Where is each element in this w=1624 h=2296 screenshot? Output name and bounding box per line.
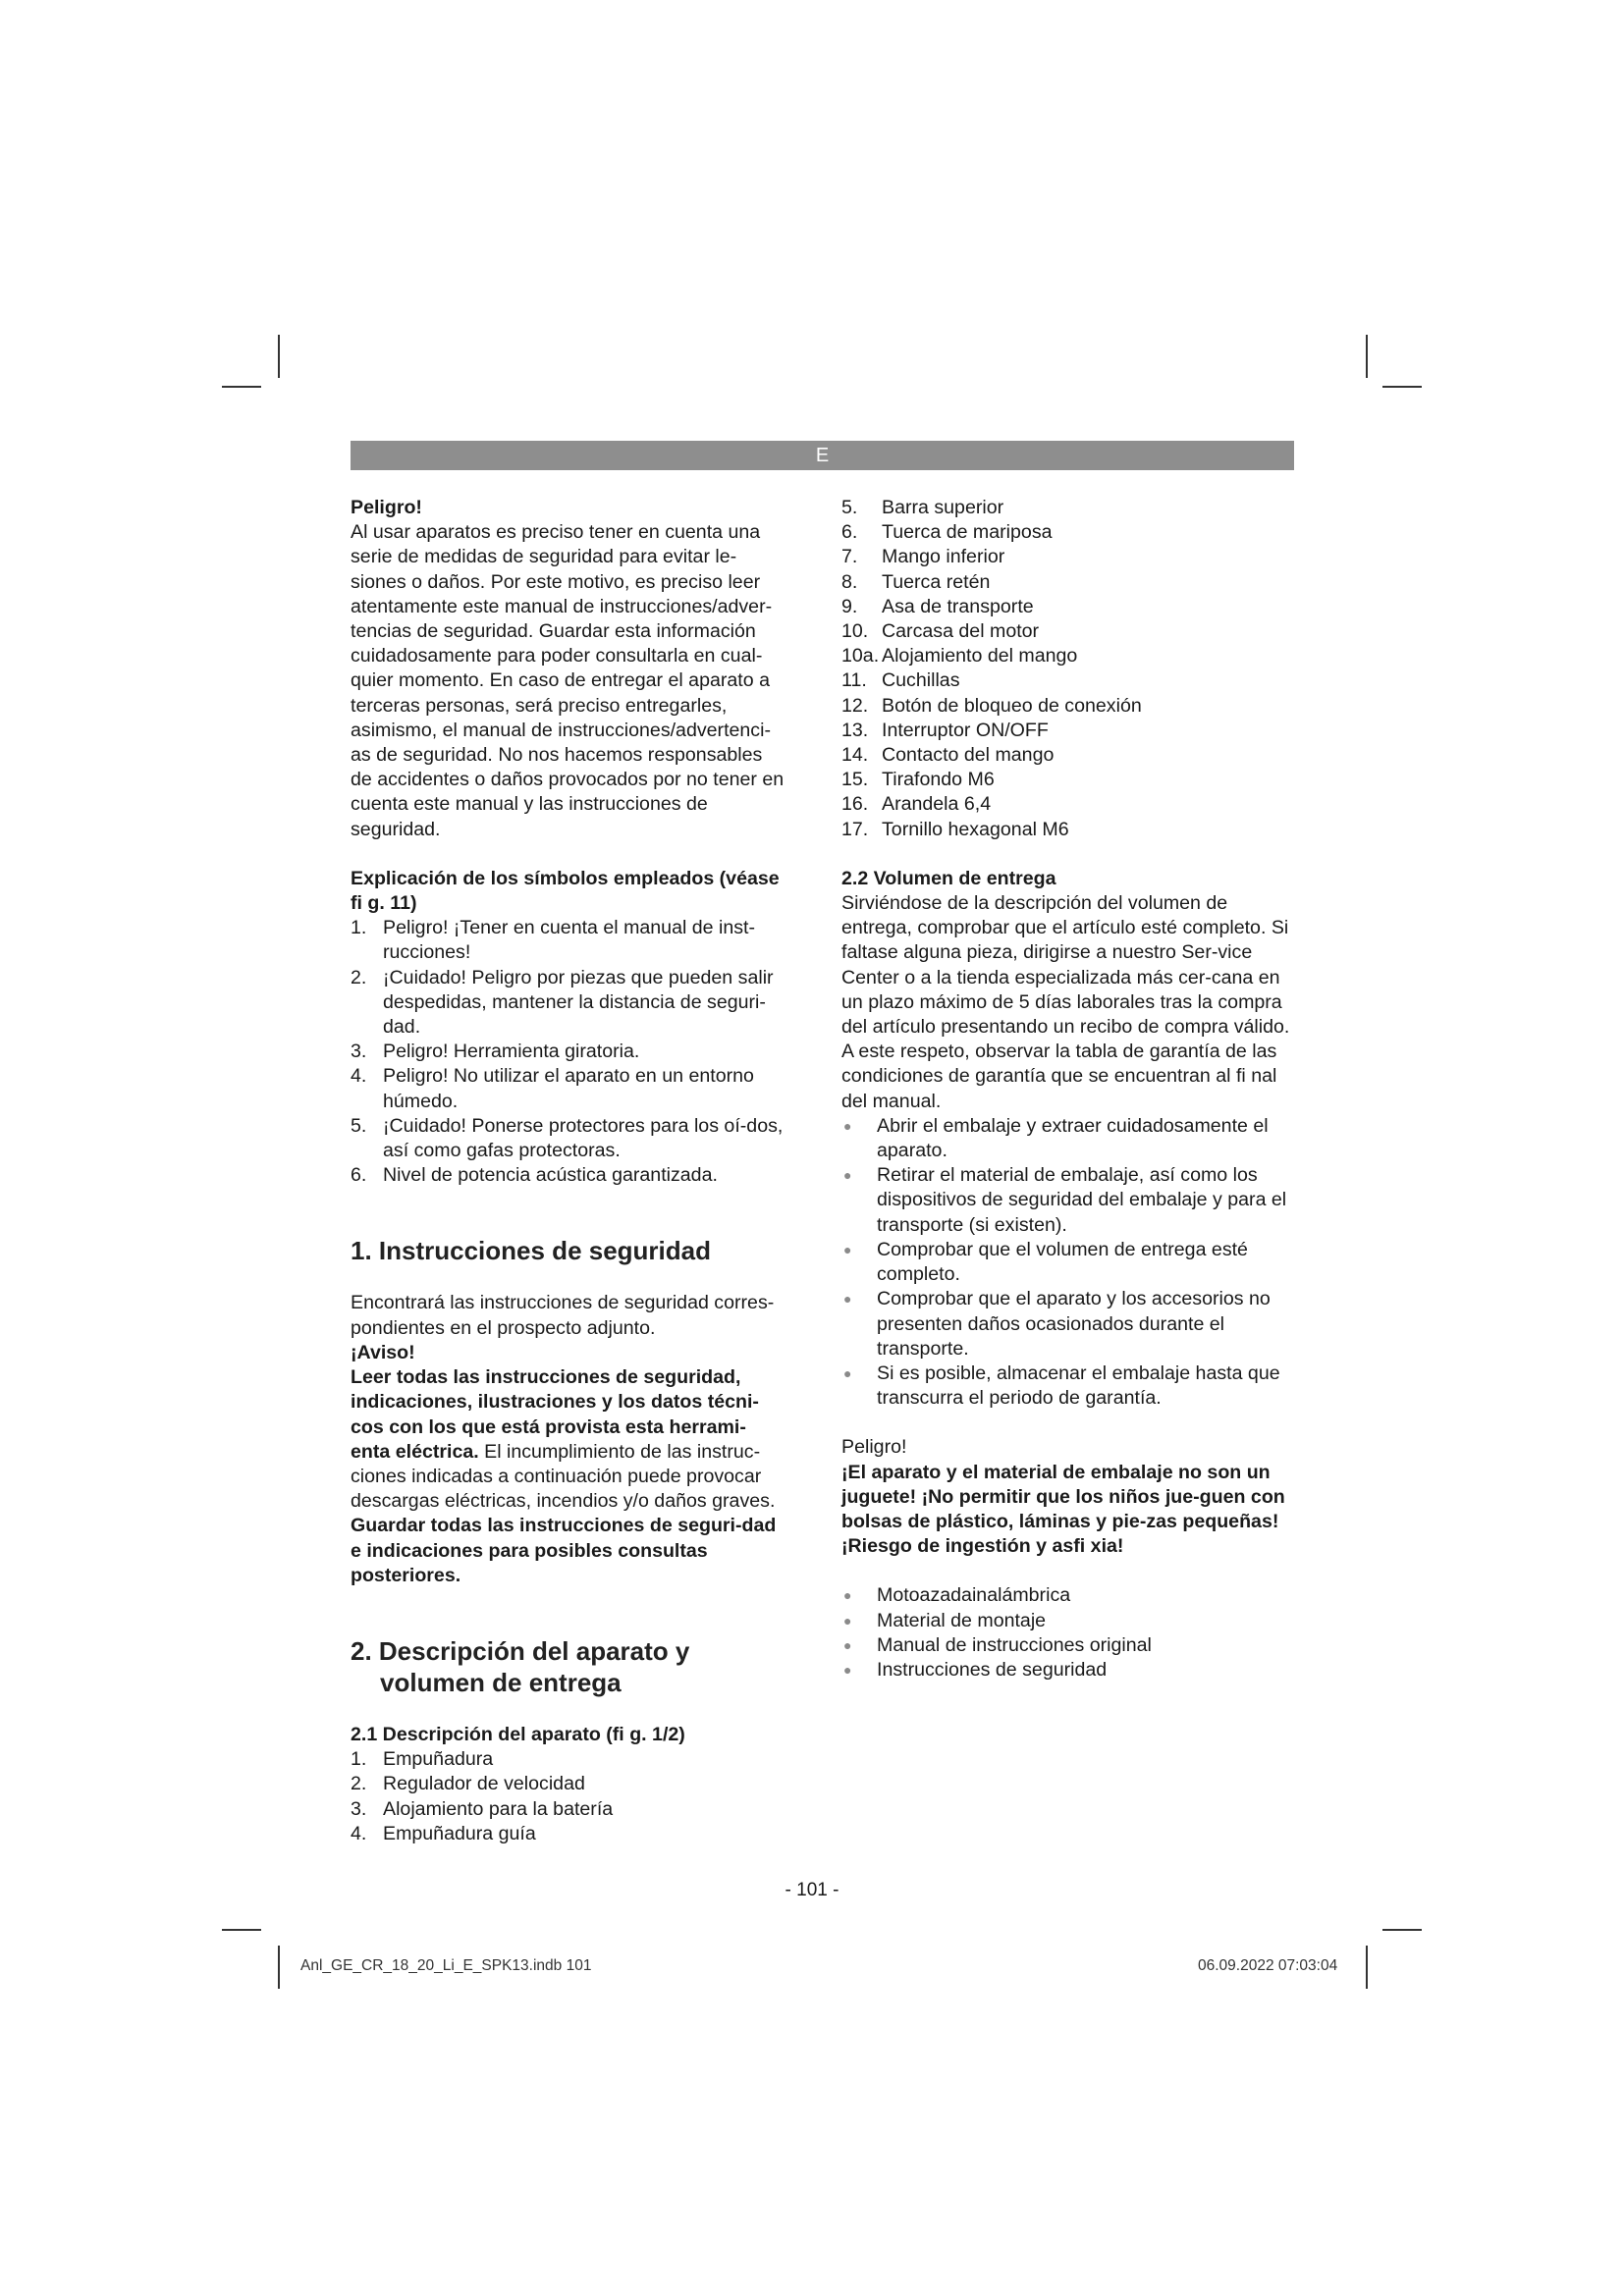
- list-item: 3. Peligro! Herramienta giratoria.: [351, 1041, 640, 1063]
- language-code: E: [815, 445, 830, 466]
- bullet-icon: ●: [843, 1661, 852, 1678]
- parts-list-left: [351, 1747, 785, 1846]
- list-item: ● Material de montaje: [841, 1609, 1301, 1633]
- list-item: 5. Barra superior: [841, 497, 1004, 518]
- list-item: 4. Empuñadura guía: [351, 1822, 536, 1844]
- danger-2-text: ¡El aparato y el material de embalaje no son un juguete! ¡No permitir que los niños jue-guen con bolsas de plástico, láminas y pie-zas pequeñas! ¡Riesgo de ingestión y asfi xia!: [841, 1461, 1285, 1558]
- crop-mark: [1382, 386, 1422, 388]
- list-item: 14. Contacto del mango: [841, 744, 1055, 767]
- bullet-icon: ●: [843, 1612, 852, 1629]
- left-column: [351, 496, 785, 1846]
- list-item: 17. Tornillo hexagonal M6: [841, 818, 1069, 840]
- list-item: ● Comprobar que el aparato y los accesorios no presenten daños ocasionados durante el transporte.: [841, 1287, 1301, 1362]
- list-item: 9. Asa de transporte: [841, 595, 1034, 617]
- section-2-title: 2. Descripción del aparato y volumen de entrega: [351, 1635, 690, 1697]
- symbols-title: Explicación de los símbolos empleados (véase fi g. 11): [351, 867, 780, 915]
- bullet-icon: ●: [843, 1291, 852, 1308]
- unpacking-steps: [841, 1114, 1301, 1411]
- list-item: ● Retirar el material de embalaje, así como los dispositivos de seguridad del embalaje y para el transporte (si existen).: [841, 1163, 1301, 1238]
- crop-mark: [1366, 335, 1368, 378]
- footer-file: Anl_GE_CR_18_20_Li_E_SPK13.indb 101: [300, 1957, 592, 1974]
- list-item: 2. Regulador de velocidad: [351, 1773, 585, 1795]
- subsection-2-2-title: 2.2 Volumen de entrega: [841, 867, 1056, 889]
- bullet-icon: ●: [843, 1117, 852, 1134]
- aviso-text: Leer todas las instrucciones de seguridad, indicaciones, ilustraciones y los datos técni-cos con los que está provista esta herrami-enta eléctrica. El incumplimiento de las instruc-ciones indicadas a continuación puede provocar descargas eléctricas, incendios y/o daños graves.: [351, 1366, 776, 1513]
- section-1-text: Encontrará las instrucciones de seguridad corres-pondientes en el prospecto adjunto.: [351, 1292, 775, 1339]
- list-item: 3. Alojamiento para la batería: [351, 1797, 614, 1820]
- list-item: 6. Tuerca de mariposa: [841, 521, 1053, 544]
- list-item: 10. Carcasa del motor: [841, 620, 1040, 643]
- list-item: ● Comprobar que el volumen de entrega esté completo.: [841, 1238, 1301, 1287]
- danger-2-title: Peligro!: [841, 1436, 907, 1459]
- list-item: 8. Tuerca retén: [841, 570, 991, 593]
- crop-mark: [278, 1946, 280, 1989]
- list-item: ● Si es posible, almacenar el embalaje hasta que transcurra el periodo de garantía.: [841, 1362, 1301, 1411]
- crop-mark: [1382, 1929, 1422, 1931]
- aviso-title: ¡Aviso!: [351, 1341, 415, 1363]
- list-item: 7. Mango inferior: [841, 546, 1005, 568]
- danger-text: Al usar aparatos es preciso tener en cuenta una serie de medidas de seguridad para evitar le-siones o daños. Por este motivo, es preciso leer atentamente este manual de instrucciones/adver-tencias de seguridad. Guardar esta información cuidadosamente para poder consultarla en cual-quier momento. En caso de entregar el aparato a terceras personas, será preciso entregarles, asimismo, el manual de instrucciones/advertenci-as de seguridad. No nos hacemos responsables de accidentes o daños provocados por no tener en cuenta este manual y las instrucciones de seguridad.: [351, 521, 785, 840]
- bullet-icon: ●: [843, 1636, 852, 1653]
- list-item: ● Manual de instrucciones original: [841, 1633, 1301, 1658]
- list-item: 12. Botón de bloqueo de conexión: [841, 694, 1142, 717]
- page-number: - 101 -: [785, 1880, 839, 1900]
- list-item: ● Motoazadainalámbrica: [841, 1583, 1301, 1608]
- list-item: 1. Peligro! ¡Tener en cuenta el manual de inst-rucciones!: [351, 917, 756, 964]
- section-1-title: 1. Instrucciones de seguridad: [351, 1236, 711, 1266]
- danger-title: Peligro!: [351, 497, 422, 518]
- delivery-contents: [841, 1583, 1301, 1682]
- subsection-2-1-title: 2.1 Descripción del aparato (fi g. 1/2): [351, 1723, 685, 1745]
- right-column: [841, 496, 1301, 1682]
- list-item: ● Instrucciones de seguridad: [841, 1658, 1301, 1682]
- crop-mark: [278, 335, 280, 378]
- list-item: 15. Tirafondo M6: [841, 769, 995, 791]
- language-bar: [351, 441, 1294, 470]
- bullet-icon: ●: [843, 1241, 852, 1257]
- crop-mark: [222, 386, 261, 388]
- list-item: 2. ¡Cuidado! Peligro por piezas que pueden salir despedidas, mantener la distancia de seguri-dad.: [351, 966, 774, 1039]
- bullet-icon: ●: [843, 1167, 852, 1184]
- list-item: 13. Interruptor ON/OFF: [841, 719, 1049, 741]
- aviso-bold-2: Guardar todas las instrucciones de seguri-dad e indicaciones para posibles consultas posteriores.: [351, 1515, 777, 1586]
- crop-mark: [222, 1929, 261, 1931]
- bullet-icon: ●: [843, 1587, 852, 1604]
- list-item: 5. ¡Cuidado! Ponerse protectores para los oí-dos, así como gafas protectoras.: [351, 1114, 784, 1162]
- subsection-2-2-text: Sirviéndose de la descripción del volumen de entrega, comprobar que el artículo esté completo. Si faltase alguna pieza, dirigirse a nuestro Ser-vice Center o a la tienda especializada más cer-cana en un plazo máximo de 5 días laborales tras la compra del artículo presentando un recibo de compra válido. A este respeto, observar la tabla de garantía de las condiciones de garantía que se encuentran al fi nal del manual.: [841, 892, 1290, 1112]
- list-item: 10a. Alojamiento del mango: [841, 645, 1078, 667]
- crop-mark: [1366, 1946, 1368, 1989]
- parts-list-right: [841, 496, 1301, 842]
- list-item: 4. Peligro! No utilizar el aparato en un entorno húmedo.: [351, 1065, 754, 1112]
- list-item: 16. Arandela 6,4: [841, 793, 992, 816]
- list-item: 11. Cuchillas: [841, 669, 960, 692]
- list-item: 1. Empuñadura: [351, 1748, 494, 1771]
- symbols-list: [351, 916, 785, 1188]
- list-item: ● Abrir el embalaje y extraer cuidadosamente el aparato.: [841, 1114, 1301, 1163]
- list-item: 6. Nivel de potencia acústica garantizada.: [351, 1164, 718, 1187]
- footer-datetime: 06.09.2022 07:03:04: [1198, 1957, 1338, 1974]
- bullet-icon: ●: [843, 1364, 852, 1381]
